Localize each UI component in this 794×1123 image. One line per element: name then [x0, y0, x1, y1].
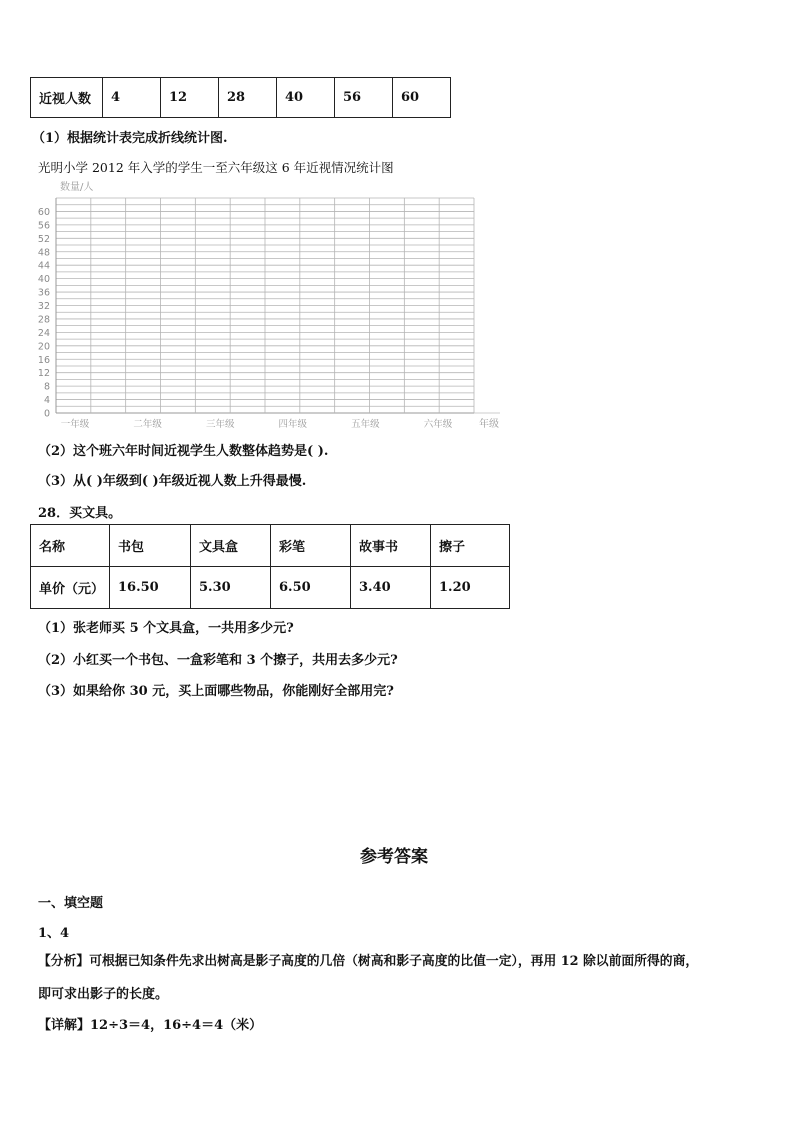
x-axis-ticks: [61, 418, 453, 430]
y-tick-label: 20: [37, 341, 50, 353]
q27-part1: （1）根据统计表完成折线统计图.: [32, 131, 228, 146]
y-axis-label: 数量/人: [60, 182, 94, 193]
table-cell: 6.50: [271, 567, 351, 609]
table-cell: 1.20: [431, 567, 510, 609]
detail-text: 【详解】12÷3＝4，16÷4＝4（米）: [38, 1018, 263, 1033]
q27-part3: （3）从( )年级到( )年级近视人数上升得最慢.: [38, 474, 307, 489]
table-cell: 书包: [110, 525, 191, 567]
y-tick-label: 44: [37, 260, 50, 272]
table-cell: 彩笔: [271, 525, 351, 567]
answer-item-number: 1、4: [38, 926, 70, 941]
y-axis-ticks: [38, 207, 50, 420]
x-axis-label: 年级: [479, 419, 499, 430]
table-cell: 3.40: [351, 567, 431, 609]
table-cell: 5.30: [191, 567, 271, 609]
x-tick-label: 三年级: [205, 419, 235, 430]
line-chart: [30, 178, 510, 433]
table-cell: 文具盒: [191, 525, 271, 567]
y-tick-label: 40: [37, 274, 50, 286]
y-tick-label: 36: [37, 287, 50, 299]
stationery-price-table: [30, 524, 510, 609]
y-tick-label: 28: [37, 314, 50, 326]
y-tick-label: 60: [37, 206, 50, 218]
y-tick-label: 8: [43, 381, 50, 393]
table-row: [31, 78, 451, 118]
chart-title: 光明小学 2012 年入学的学生一至六年级这 6 年近视情况统计图: [38, 160, 394, 175]
y-tick-label: 52: [37, 233, 50, 245]
answers-title: 参考答案: [360, 847, 428, 867]
x-tick-label: 六年级: [423, 419, 453, 430]
y-tick-label: 16: [37, 354, 50, 366]
table-row: [31, 567, 510, 609]
x-tick-label: 二年级: [133, 419, 162, 430]
q28-part1: （1）张老师买 5 个文具盒，一共用多少元?: [38, 621, 294, 636]
y-tick-label: 24: [37, 327, 50, 339]
table-cell: 4: [103, 78, 161, 118]
table-cell: 56: [335, 78, 393, 118]
table-cell: 60: [393, 78, 451, 118]
analysis-text-line2: 即可求出影子的长度。: [38, 987, 169, 1002]
table-cell: 单价（元）: [31, 567, 110, 609]
x-tick-label: 五年级: [351, 419, 380, 430]
analysis-text-line1: 【分析】可根据已知条件先求出树高是影子高度的几倍（树高和影子高度的比值一定），再用 12 除以前面所得的商，: [38, 954, 699, 969]
y-tick-label: 4: [43, 395, 50, 407]
y-tick-label: 12: [37, 368, 50, 380]
q28-part2: （2）小红买一个书包、一盒彩笔和 3 个擦子，共用去多少元?: [38, 653, 398, 668]
myopia-data-table: [30, 77, 451, 118]
y-tick-label: 0: [43, 408, 50, 420]
table-cell: 擦子: [431, 525, 510, 567]
q28-title: 28．买文具。: [38, 506, 122, 521]
y-tick-label: 56: [37, 220, 50, 232]
q28-part3: （3）如果给你 30 元，买上面哪些物品，你能刚好全部用完?: [38, 684, 394, 699]
chart-grid: [56, 198, 500, 413]
table-cell: 12: [161, 78, 219, 118]
table-cell: 名称: [31, 525, 110, 567]
y-tick-label: 48: [37, 247, 50, 259]
table-header-cell: 近视人数: [31, 78, 103, 118]
table-cell: 16.50: [110, 567, 191, 609]
section-heading: 一、填空题: [38, 896, 104, 911]
table-cell: 40: [277, 78, 335, 118]
y-tick-label: 32: [37, 301, 50, 312]
q27-part2: （2）这个班六年时间近视学生人数整体趋势是( ).: [38, 444, 329, 459]
x-tick-label: 四年级: [278, 419, 308, 430]
table-cell: 28: [219, 78, 277, 118]
table-cell: 故事书: [351, 525, 431, 567]
x-tick-label: 一年级: [60, 419, 90, 430]
table-row: [31, 525, 510, 567]
